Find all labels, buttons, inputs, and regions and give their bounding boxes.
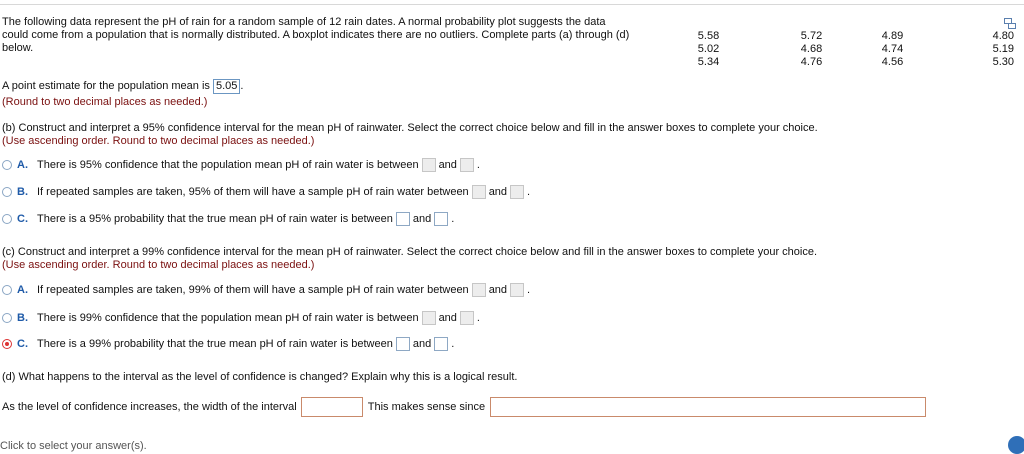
choice-letter: B. <box>17 186 28 198</box>
part-b-question: (b) Construct and interpret a 95% confidence interval for the mean pH of rainwater. Select the correct choice below and fill in the answer boxes to complete your choice. <box>2 122 818 134</box>
table-cell: 5.58 <box>697 30 720 42</box>
table-cell: 4.80 <box>992 30 1014 42</box>
lower-bound-box[interactable] <box>396 212 410 226</box>
part-c-choice-b[interactable] <box>2 310 480 326</box>
part-c-choice-a[interactable] <box>2 282 530 298</box>
part-b-choice-b[interactable] <box>2 184 530 200</box>
top-divider <box>0 4 1024 5</box>
choice-text: There is 95% confidence that the population mean pH of rain water is between <box>37 159 419 171</box>
lower-bound-box[interactable] <box>422 158 436 172</box>
explanation-dropdown[interactable] <box>490 397 926 417</box>
radio-button[interactable] <box>2 313 12 323</box>
round-instruction-a: (Round to two decimal places as needed.) <box>2 96 208 108</box>
choice-end: . <box>451 338 455 350</box>
choice-letter: A. <box>17 159 28 171</box>
point-estimate-line <box>2 78 243 94</box>
choice-text: There is 99% confidence that the population mean pH of rain water is between <box>37 312 419 324</box>
radio-button[interactable] <box>2 285 12 295</box>
part-d-answer-line <box>2 396 926 418</box>
footer-hint: Click to select your answer(s). <box>0 440 147 452</box>
point-estimate-label: A point estimate for the population mean is <box>2 80 210 92</box>
part-b-instruction: (Use ascending order. Round to two decimal places as needed.) <box>2 135 315 147</box>
table-cell: 4.89 <box>881 30 904 42</box>
table-cell: 4.74 <box>881 43 904 55</box>
upper-bound-box[interactable] <box>434 337 448 351</box>
choice-end: . <box>527 186 531 198</box>
choice-letter: C. <box>17 213 28 225</box>
radio-button[interactable] <box>2 160 12 170</box>
choice-text: There is a 99% probability that the true mean pH of rain water is between <box>37 338 393 350</box>
table-cell: 5.30 <box>992 56 1014 68</box>
table-row <box>668 30 1018 43</box>
and-label: and <box>438 159 457 171</box>
upper-bound-box[interactable] <box>460 158 474 172</box>
table-cell: 5.19 <box>992 43 1014 55</box>
copy-data-icon[interactable] <box>1004 18 1016 29</box>
radio-button[interactable] <box>2 187 12 197</box>
question-intro: The following data represent the pH of rain for a random sample of 12 rain dates. A normal probability plot suggests the data could come from a population that is normally distributed. A boxplot indicates there are no outliers. Complete parts (a) through (d) below. <box>2 16 630 54</box>
choice-end: . <box>476 312 480 324</box>
choice-letter: A. <box>17 284 28 296</box>
point-estimate-period: . <box>240 80 244 92</box>
part-d-middle: This makes sense since <box>367 401 486 413</box>
part-c-instruction: (Use ascending order. Round to two decimal places as needed.) <box>2 259 315 271</box>
table-cell: 5.72 <box>800 30 823 42</box>
upper-bound-box[interactable] <box>510 185 524 199</box>
table-row <box>668 43 1018 56</box>
table-cell: 4.68 <box>800 43 823 55</box>
point-estimate-answer[interactable]: 5.05 <box>213 79 240 94</box>
radio-button-selected[interactable] <box>2 339 12 349</box>
choice-end: . <box>527 284 531 296</box>
table-cell: 4.56 <box>881 56 904 68</box>
lower-bound-box[interactable] <box>396 337 410 351</box>
lower-bound-box[interactable] <box>472 185 486 199</box>
table-row <box>668 56 1018 69</box>
choice-letter: C. <box>17 338 28 350</box>
choice-end: . <box>476 159 480 171</box>
interval-width-dropdown[interactable] <box>301 397 363 417</box>
table-cell: 4.76 <box>800 56 823 68</box>
upper-bound-box[interactable] <box>510 283 524 297</box>
data-table <box>668 30 1018 69</box>
choice-text: If repeated samples are taken, 99% of them will have a sample pH of rain water between <box>37 284 469 296</box>
and-label: and <box>438 312 457 324</box>
and-label: and <box>488 186 508 198</box>
part-d-question: (d) What happens to the interval as the level of confidence is changed? Explain why this is a logical result. <box>2 371 518 383</box>
part-b-choice-a[interactable] <box>2 157 480 173</box>
choice-text: If repeated samples are taken, 95% of them will have a sample pH of rain water between <box>37 186 469 198</box>
table-cell: 5.02 <box>697 43 720 55</box>
radio-button[interactable] <box>2 214 12 224</box>
part-b-choice-c[interactable] <box>2 211 454 227</box>
help-icon[interactable] <box>1008 436 1024 454</box>
lower-bound-box[interactable] <box>422 311 436 325</box>
and-label: and <box>488 284 508 296</box>
table-cell: 5.34 <box>697 56 720 68</box>
choice-letter: B. <box>17 312 28 324</box>
part-c-choice-c[interactable] <box>2 336 454 352</box>
upper-bound-box[interactable] <box>434 212 448 226</box>
part-c-question: (c) Construct and interpret a 99% confidence interval for the mean pH of rainwater. Select the correct choice below and fill in the answer boxes to complete your choice. <box>2 246 818 258</box>
choice-text: There is a 95% probability that the true mean pH of rain water is between <box>37 213 393 225</box>
upper-bound-box[interactable] <box>460 311 474 325</box>
choice-end: . <box>451 213 455 225</box>
and-label: and <box>412 213 432 225</box>
and-label: and <box>412 338 432 350</box>
part-d-prefix: As the level of confidence increases, the width of the interval <box>2 401 297 413</box>
lower-bound-box[interactable] <box>472 283 486 297</box>
